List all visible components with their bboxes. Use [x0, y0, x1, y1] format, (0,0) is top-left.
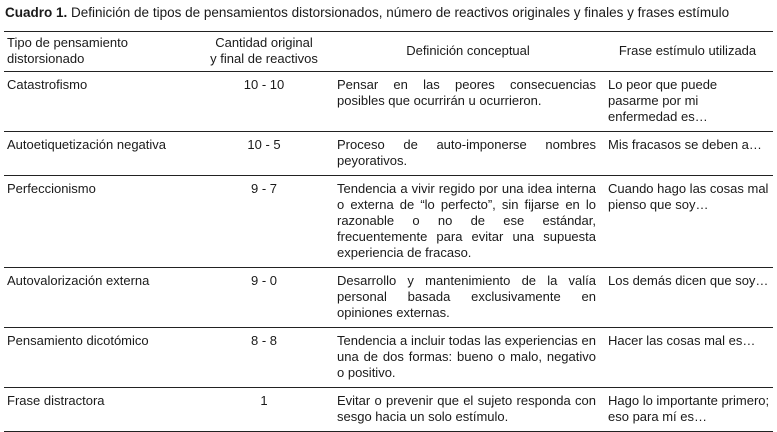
table-row: [4, 328, 773, 388]
distorted-thoughts-table: [4, 31, 773, 432]
cell-quantity: 1: [260, 393, 268, 408]
cell-phrase: Hago lo importante primero; eso para mí es…: [608, 393, 770, 424]
caption-label: Cuadro 1.: [5, 5, 68, 20]
header-row: [4, 32, 773, 72]
table-row: [4, 388, 773, 432]
table-row: [4, 176, 773, 268]
header-definition: Definición conceptual: [406, 43, 530, 58]
cell-definition: Pensar en las peores consecuencias posibles que ocurrirán u ocurrieron.: [337, 77, 596, 108]
cell-quantity: 10 - 10: [243, 77, 285, 92]
cell-phrase: Hacer las cosas mal es…: [608, 333, 756, 348]
cell-definition: Evitar o prevenir que el sujeto responda con sesgo hacia un solo estímulo.: [337, 393, 596, 424]
header-type-line2: distorsionado: [7, 51, 85, 66]
cell-quantity: 8 - 8: [250, 333, 277, 348]
header-quantity-line2: y final de reactivos: [210, 51, 318, 66]
cell-type: Perfeccionismo: [7, 181, 96, 196]
cell-type: Pensamiento dicotómico: [7, 333, 149, 348]
cell-phrase: Lo peor que puede pasarme por mi enfermedad es…: [608, 77, 718, 124]
cell-type: Frase distractora: [7, 393, 105, 408]
table-row: [4, 132, 773, 176]
cell-definition: Tendencia a incluir todas las experiencias en una de dos formas: bueno o malo, negativo o positivo.: [337, 333, 596, 380]
header-type-line1: Tipo de pensamiento: [7, 35, 128, 50]
table-header: [4, 32, 773, 72]
cell-quantity: 9 - 7: [250, 181, 277, 196]
cell-phrase: Mis fracasos se deben a…: [608, 137, 762, 152]
cell-quantity: 10 - 5: [247, 137, 281, 152]
cell-type: Autoetiquetización negativa: [7, 137, 167, 152]
cell-phrase: Cuando hago las cosas mal pienso que soy…: [608, 181, 769, 212]
table-body: [4, 72, 773, 432]
cell-type: Catastrofismo: [7, 77, 88, 92]
caption-text: Definición de tipos de pensamientos distorsionados, número de reactivos originales y finales y frases estímulo: [67, 5, 730, 20]
header-type: [4, 32, 194, 72]
header-quantity-line1: Cantidad original: [215, 35, 313, 50]
table-row: [4, 268, 773, 328]
cell-quantity: 9 - 0: [250, 273, 277, 288]
table-caption: [5, 4, 773, 22]
cell-definition: Proceso de auto-imponerse nombres peyorativos.: [337, 137, 596, 168]
header-phrase: Frase estímulo utilizada: [618, 43, 757, 58]
header-quantity: [194, 32, 334, 72]
cell-phrase: Los demás dicen que soy…: [608, 273, 769, 288]
cell-definition: Tendencia a vivir regido por una idea interna o externa de “lo perfecto”, sin fijarse en lo razonable o no de ese estándar, frecuentemente para evitar una supuesta experiencia de fracaso.: [337, 181, 596, 260]
cell-definition: Desarrollo y mantenimiento de la valía personal basada exclusivamente en opiniones externas.: [337, 273, 596, 320]
table-row: [4, 72, 773, 132]
cell-type: Autovalorización externa: [7, 273, 150, 288]
